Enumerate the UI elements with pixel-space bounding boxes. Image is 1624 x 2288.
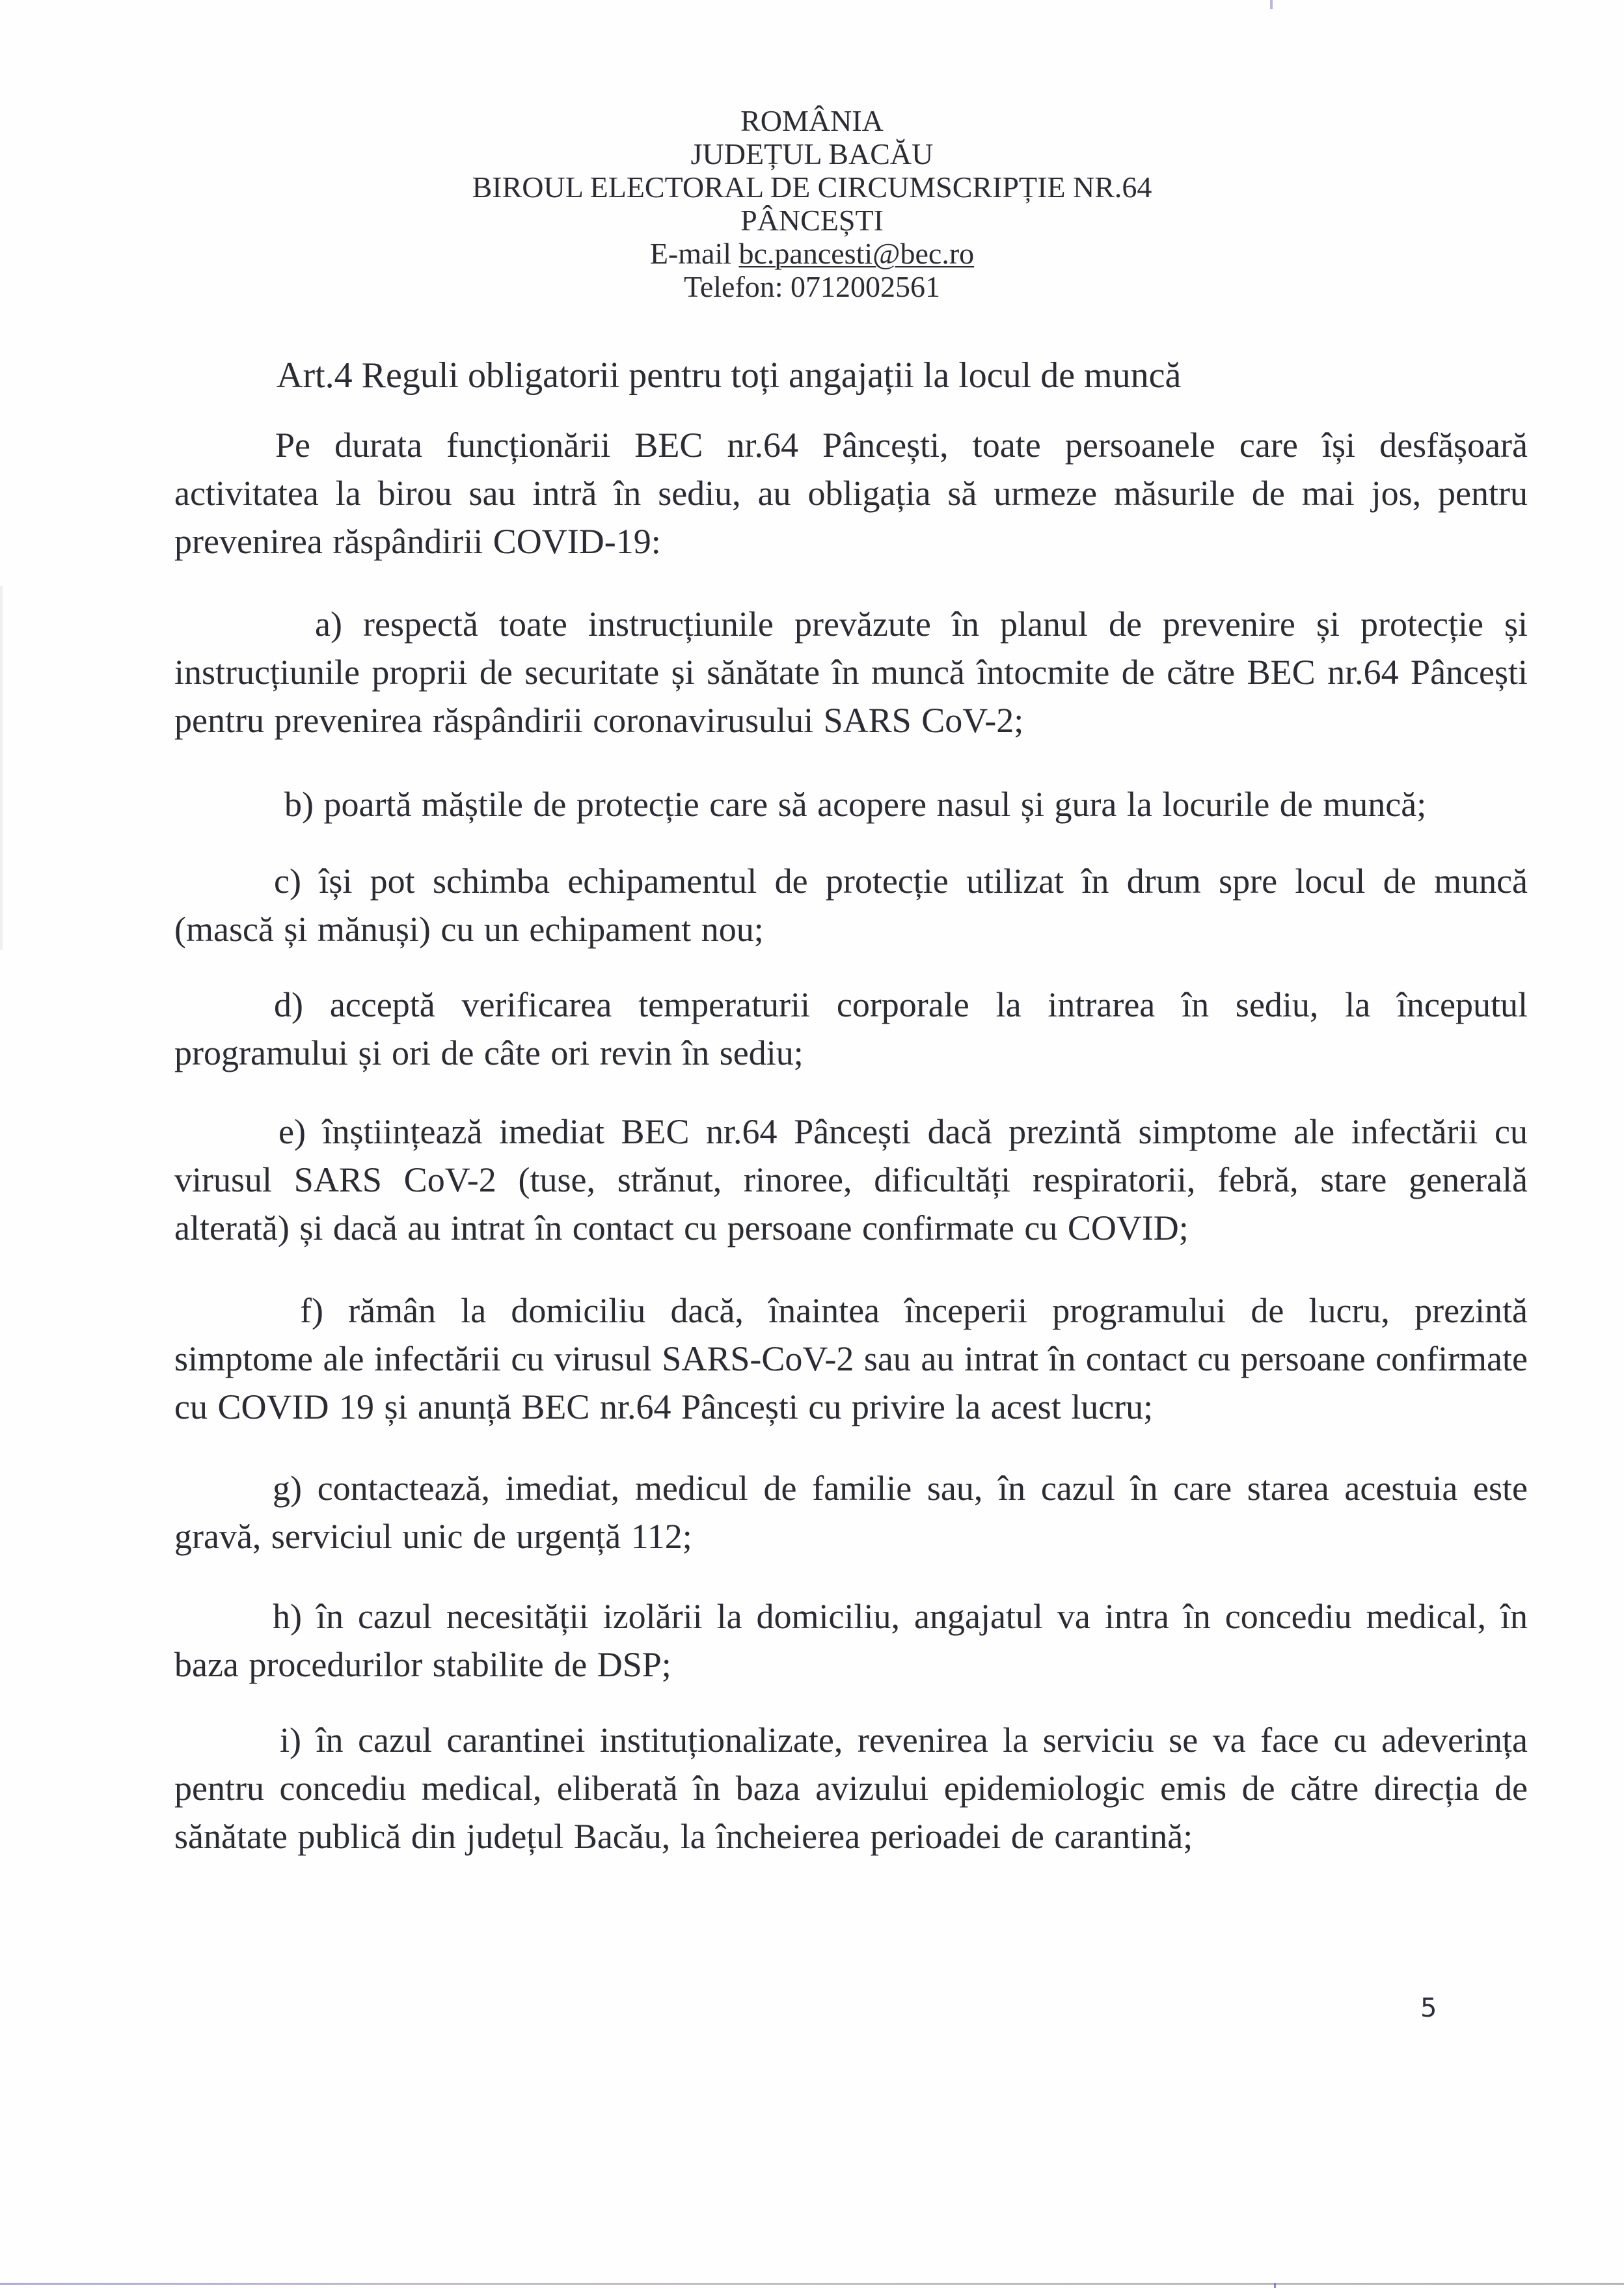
rule-item [174,1592,1528,1689]
rule-item [174,1464,1528,1560]
rule-item [174,1287,1528,1431]
rule-item [174,780,1528,828]
scan-artifact-top-tick [1270,0,1273,9]
rule-text: își pot schimba echipamentul de protecție utilizat în drum spre locul de muncă (mască și mănuși) cu un echipament nou; [174,862,1528,949]
letterhead-office: BIROUL ELECTORAL DE CIRCUMSCRIPȚIE NR.64 [472,170,1152,204]
email-label: E-mail [649,237,732,270]
rule-letter: h) [273,1597,302,1636]
rule-letter: f) [300,1291,323,1330]
rule-text: respectă toate instrucțiunile prevăzute în planul de prevenire și protecție și instrucțiunile proprii de securitate și sănătate în muncă întocmite de către BEC nr.64 Pâncești pentru prevenirea răspândirii coronavirusului SARS CoV-2; [174,605,1528,740]
article-heading: Art.4 Reguli obligatorii pentru toți angajații la locul de muncă [277,355,1182,396]
rule-text: contactează, imediat, medicul de familie sau, în cazul în care starea acestuia este gravă, serviciul unic de urgență 112; [174,1469,1528,1556]
rule-letter: i) [280,1721,301,1760]
phone-number: 0712002561 [791,270,941,303]
phone-label: Telefon: [683,270,783,303]
rule-letter: d) [274,985,303,1024]
rule-item [174,981,1528,1077]
rule-letter: g) [273,1469,302,1508]
rule-letter: e) [278,1112,306,1151]
letterhead-phone [0,270,1624,303]
rule-item [174,1716,1528,1860]
rule-item [174,600,1528,744]
rule-letter: c) [274,862,301,901]
rule-letter: b) [284,785,314,824]
rule-text: acceptă verificarea temperaturii corporale la intrarea în sediu, la începutul programului și ori de câte ori revin în sediu; [174,985,1528,1072]
rule-item [174,857,1528,953]
letterhead-county: JUDEȚUL BACĂU [690,137,934,170]
rule-text: rămân la domiciliu dacă, înaintea începerii programului de lucru, prezintă simptome ale infectării cu virusul SARS-CoV-2 sau au intrat în contact cu persoane confirmate cu COVID 19 și anunță BEC nr.64 Pâncești cu privire la acest lucru; [174,1291,1528,1426]
letterhead-country: ROMÂNIA [740,104,884,137]
rule-letter: a) [315,605,342,644]
letterhead [0,104,1624,303]
article-intro: Pe durata funcționării BEC nr.64 Pâncești, toate persoanele care își desfășoară activitatea la birou sau intră în sediu, au obligația să urmeze măsurile de mai jos, pentru prevenirea răspândirii COVID-19: [174,426,1528,561]
scan-artifact-bottom-edge [0,2283,1624,2285]
rule-text: în cazul carantinei instituționalizate, revenirea la serviciu se va face cu adeverința pentru concediu medical, eliberată în baza avizului epidemiologic emis de către direcția de sănătate publică din județul Bacău, la încheierea perioadei de carantină; [174,1721,1528,1856]
rule-text: înștiințează imediat BEC nr.64 Pâncești dacă prezintă simptome ale infectării cu virusul SARS CoV-2 (tuse, strănut, rinoree, dificultăți respiratorii, febră, stare generală alterată) și dacă au intrat în contact cu persoane confirmate cu COVID; [174,1112,1528,1247]
rule-item [174,1108,1528,1252]
scan-artifact-bottom-tick [1274,2283,1276,2288]
rule-text: poartă măștile de protecție care să acopere nasul și gura la locurile de muncă; [323,785,1427,824]
letterhead-locality: PÂNCEȘTI [740,204,884,237]
rule-text: în cazul necesității izolării la domiciliu, angajatul va intra în concediu medical, în baza procedurilor stabilite de DSP; [174,1597,1528,1684]
scan-artifact-left-edge [0,586,3,950]
letterhead-email [0,237,1624,270]
page-number: 5 [1420,1993,1437,2023]
email-link[interactable]: bc.pancesti@bec.ro [738,237,975,270]
